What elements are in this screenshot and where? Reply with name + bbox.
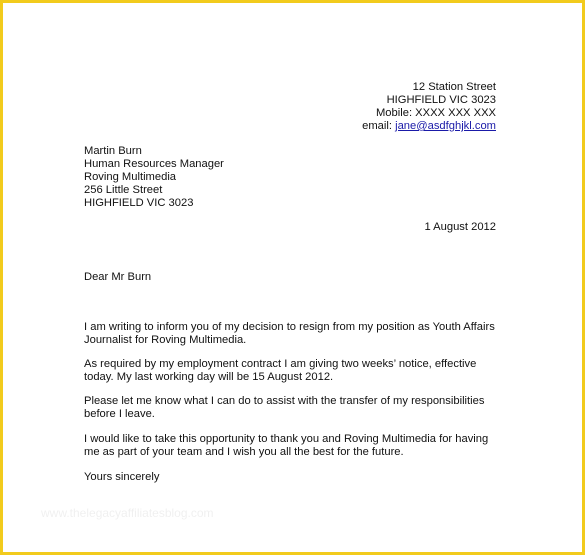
recipient-address-block [84,145,224,210]
watermark: www.thelegacyaffiliatesblog.com [41,506,214,520]
sender-address-block [362,81,496,133]
body-paragraph-assistance: Please let me know what I can do to assist with the transfer of my responsibilities before I leave. [84,395,485,420]
recipient-title: Human Resources Manager [84,158,224,170]
sender-street: 12 Station Street [412,81,496,93]
resignation-letter [3,3,582,552]
letter-date: 1 August 2012 [424,221,496,233]
recipient-company: Roving Multimedia [84,171,177,183]
sender-email-link[interactable]: jane@asdfghjkl.com [395,120,496,132]
recipient-street: 256 Little Street [84,184,163,196]
closing: Yours sincerely [84,471,160,483]
sender-email-label: email: [362,120,396,132]
sender-email-line [362,120,496,133]
sender-suburb: HIGHFIELD VIC 3023 [386,94,496,106]
recipient-name: Martin Burn [84,145,142,157]
body-paragraph-notice: As required by my employment contract I am giving two weeks’ notice, effective today. My last working day will be 15 August 2012. [84,358,477,383]
body-paragraph-thanks: I would like to take this opportunity to thank you and Roving Multimedia for having me as part of your team and I wish you all the best for the future. [84,433,489,458]
body-paragraph-resignation: I am writing to inform you of my decision to resign from my position as Youth Affairs Journalist for Roving Multimedia. [84,321,495,346]
recipient-suburb: HIGHFIELD VIC 3023 [84,197,194,209]
sender-mobile: Mobile: XXXX XXX XXX [375,107,496,119]
salutation: Dear Mr Burn [84,271,152,283]
